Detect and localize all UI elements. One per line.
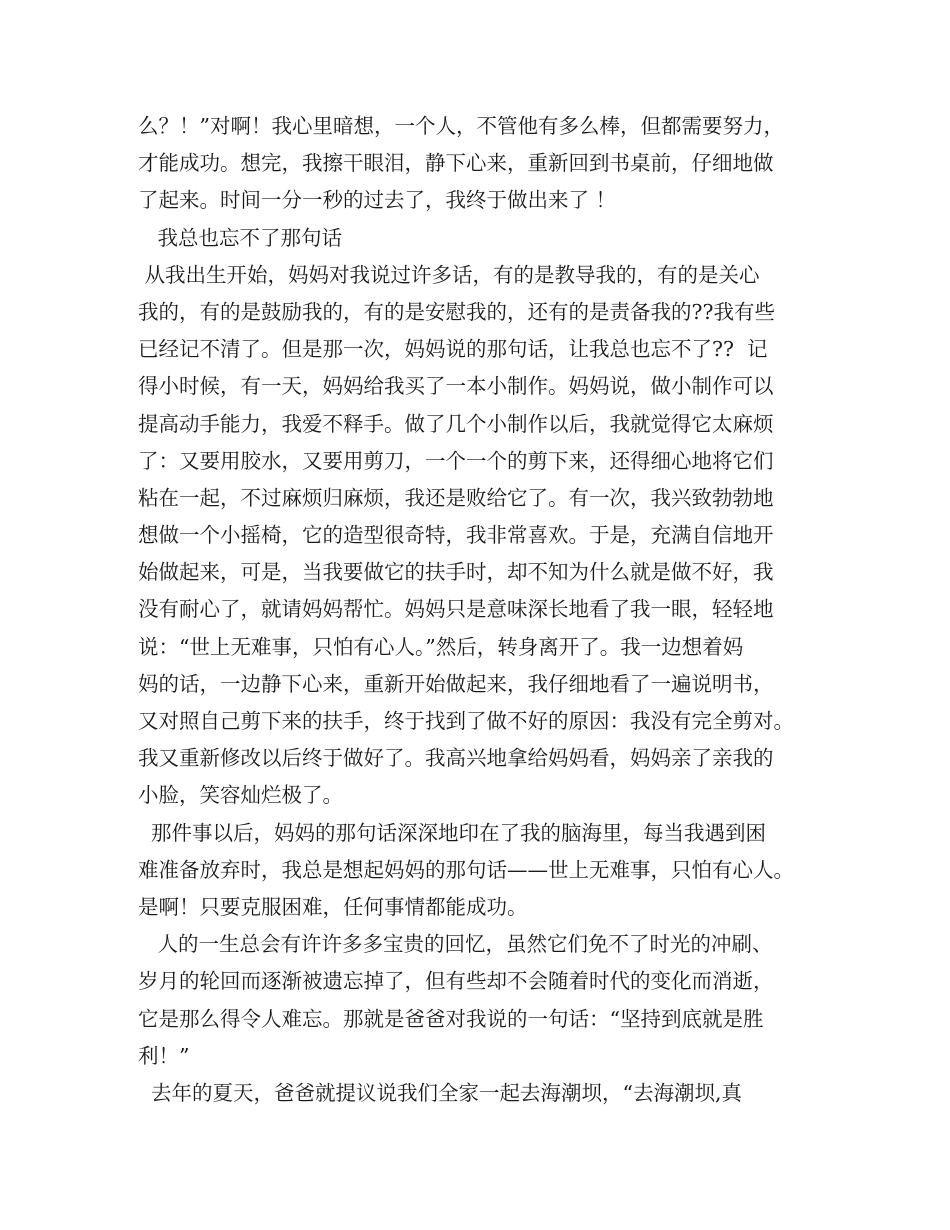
text-line: 得小时候，有一天，妈妈给我买了一本小制作。妈妈说，做小制作可以: [138, 374, 774, 399]
text-line: 我的，有的是鼓励我的，有的是安慰我的，还有的是责备我的??我有些: [138, 299, 775, 324]
text-line: 它是那么得令人难忘。那就是爸爸对我说的一句话：“坚持到底就是胜: [138, 1006, 764, 1031]
text-line: 妈的话，一边静下心来，重新开始做起来，我仔细地看了一遍说明书，: [138, 671, 774, 696]
text-line: 没有耐心了，就请妈妈帮忙。妈妈只是意味深长地看了我一眼，轻轻地: [138, 597, 774, 622]
text-line: 人的一生总会有许许多多宝贵的回忆，虽然它们免不了时光的冲刷、: [138, 932, 773, 957]
text-line: 难准备放弃时，我总是想起妈妈的那句话——世上无难事，只怕有心人。: [138, 857, 794, 882]
text-line: 我又重新修改以后终于做好了。我高兴地拿给妈妈看，妈妈亲了亲我的: [138, 746, 774, 771]
text-line: 粘在一起，不过麻烦归麻烦，我还是败给它了。有一次，我兴致勃勃地: [138, 485, 774, 510]
text-line: 么？！”对啊！我心里暗想，一个人，不管他有多么棒，但都需要努力，: [138, 114, 784, 138]
text-line: 从我出生开始，妈妈对我说过许多话，有的是教导我的，有的是关心: [138, 262, 760, 287]
text-line: 是啊！只要克服困难，任何事情都能成功。: [138, 894, 528, 919]
text-line: 已经记不清了。但是那一次，妈妈说的那句话，让我总也忘不了?? 记: [138, 337, 768, 362]
essay-text: [138, 108, 838, 1112]
text-line: 去年的夏天，爸爸就提议说我们全家一起去海潮坝，“去海潮坝,真: [138, 1080, 743, 1105]
text-line: 了：又要用胶水，又要用剪刀，一个一个的剪下来，还得细心地将它们: [138, 448, 774, 473]
text-line: 才能成功。想完，我擦干眼泪，静下心来，重新回到书桌前，仔细地做: [138, 151, 774, 176]
text-line: 想做一个小摇椅，它的造型很奇特，我非常喜欢。于是，充满自信地开: [138, 523, 774, 548]
text-line: 又对照自己剪下来的扶手，终于找到了做不好的原因：我没有完全剪对。: [138, 709, 794, 733]
section-heading: 我总也忘不了那句话: [138, 225, 343, 250]
text-line: 说：“世上无难事，只怕有心人。”然后，转身离开了。我一边想着妈: [138, 634, 744, 659]
text-line: 小脸，笑容灿烂极了。: [138, 783, 343, 808]
text-line: 利！”: [138, 1043, 190, 1068]
text-line: 那件事以后，妈妈的那句话深深地印在了我的脑海里，每当我遇到困: [138, 820, 767, 845]
text-line: 了起来。时间一分一秒的过去了，我终于做出来了 ！: [138, 188, 617, 213]
text-line: 岁月的轮回而逐渐被遗忘掉了，但有些却不会随着时代的变化而消逝，: [138, 969, 774, 994]
text-line: 始做起来，可是，当我要做它的扶手时，却不知为什么就是做不好，我: [138, 560, 774, 585]
text-line: 提高动手能力，我爱不释手。做了几个小制作以后，我就觉得它太麻烦: [138, 411, 774, 436]
